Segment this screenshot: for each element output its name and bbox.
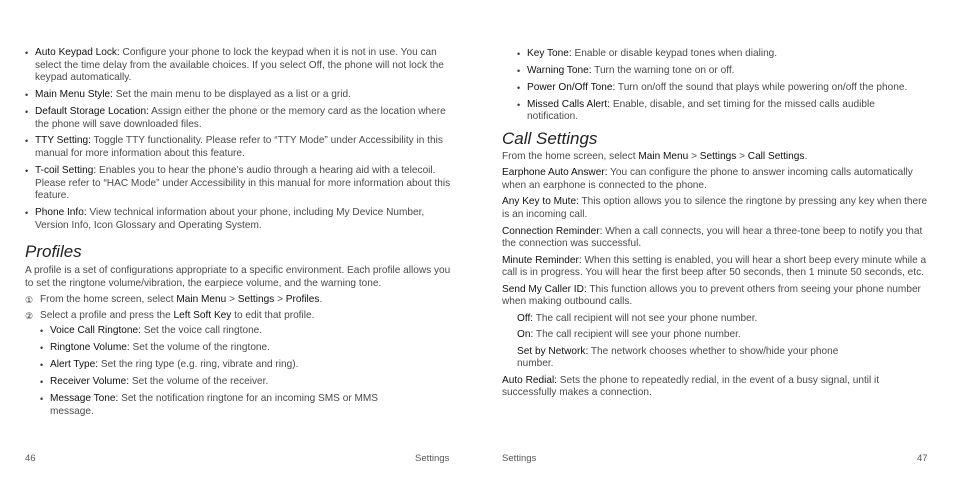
item-text: Set the voice call ringtone.	[140, 325, 263, 337]
list-item	[25, 47, 455, 85]
right-page-number: 47	[917, 453, 928, 464]
paragraph	[502, 226, 932, 251]
list-item	[25, 89, 455, 102]
item-text: The network chooses whether to show/hide your phone number.	[517, 345, 839, 370]
step-number: ②	[25, 310, 34, 321]
profile-options-list	[25, 325, 455, 418]
item-term: Power On/Off Tone:	[527, 81, 616, 93]
paragraph	[502, 196, 932, 221]
list-item	[25, 135, 455, 160]
left-soft-key-label: Left Soft Key	[173, 309, 232, 321]
item-term: Auto Redial:	[502, 374, 557, 386]
item-text: Turn on/off the sound that plays while powering on/off the phone.	[615, 81, 908, 93]
paragraph	[502, 167, 932, 192]
path-text: From the home screen, select	[502, 150, 639, 162]
item-text: Set the volume of the ringtone.	[129, 342, 270, 354]
path-separator: >	[736, 150, 748, 162]
menu-path-settings: Settings	[699, 150, 737, 162]
list-item	[517, 65, 932, 78]
item-term: Voice Call Ringtone:	[50, 325, 141, 337]
item-term: T-coil Setting:	[35, 164, 97, 176]
right-page	[502, 48, 932, 404]
menu-path-settings: Settings	[237, 294, 275, 306]
path-separator: >	[688, 150, 700, 162]
menu-path-profiles: Profiles	[285, 294, 320, 306]
paragraph	[502, 284, 932, 309]
paragraph	[502, 255, 932, 280]
step-1	[25, 294, 455, 307]
caller-id-option	[502, 346, 932, 371]
item-text: Enable or disable keypad tones when dialing.	[571, 48, 778, 59]
list-item	[25, 106, 455, 131]
right-footer-section: Settings	[502, 453, 537, 464]
caller-id-option	[502, 313, 932, 326]
list-item	[517, 99, 932, 124]
call-settings-path	[502, 151, 932, 164]
item-term: Connection Reminder:	[502, 225, 603, 237]
item-term: Earphone Auto Answer:	[502, 167, 608, 179]
step-text: Select a profile and press the	[40, 309, 174, 321]
step-number: ①	[25, 295, 34, 306]
item-term: Phone Info:	[35, 207, 87, 219]
settings-bullet-list	[25, 47, 455, 232]
item-term: Warning Tone:	[527, 64, 592, 76]
item-text: When a call connects, you will hear a three-tone beep to notify you that the connection was successful.	[502, 225, 923, 250]
path-separator: >	[274, 294, 286, 306]
path-end: .	[804, 150, 808, 162]
item-term: Key Tone:	[527, 48, 572, 59]
item-text: Sets the phone to repeatedly redial, in the event of a busy signal, until it successfully makes a connection.	[502, 374, 880, 399]
item-text: Toggle TTY functionality. Please refer to “TTY Mode” under Accessibility in this manual for more information about this feature.	[35, 135, 443, 160]
item-term: Set by Network:	[517, 345, 589, 357]
item-term: Ringtone Volume:	[50, 342, 130, 354]
list-item	[40, 359, 455, 372]
left-footer-section: Settings	[415, 453, 450, 464]
item-text: The call recipient will not see your phone number.	[533, 312, 758, 324]
profiles-heading: Profiles	[25, 242, 82, 262]
caller-id-option	[502, 329, 932, 342]
item-text: Set the notification ringtone for an incoming SMS or MMS message.	[50, 393, 379, 417]
list-item	[517, 82, 932, 95]
item-term: Any Key to Mute:	[502, 196, 579, 208]
path-separator: >	[226, 294, 238, 306]
item-term: Alert Type:	[50, 359, 99, 371]
step-end: .	[319, 294, 323, 306]
item-text: You can configure the phone to answer incoming calls automatically when an earphone is connected to the phone.	[502, 167, 913, 191]
profiles-intro: A profile is a set of configurations appropriate to a specific environment. Each profile allows you to set the ringtone volume/vibration, the earpiece volume, and the warning tone.	[25, 265, 451, 289]
menu-path-main-menu: Main Menu	[638, 150, 689, 162]
list-item	[40, 393, 455, 418]
item-term: TTY Setting:	[35, 135, 91, 147]
left-page	[25, 47, 455, 423]
item-text: This option allows you to silence the ringtone by pressing any key when there is an incoming call.	[502, 196, 928, 221]
list-item	[40, 342, 455, 355]
step-end: to edit that profile.	[231, 309, 315, 321]
item-text: Set the main menu to be displayed as a list or a grid.	[112, 89, 351, 101]
left-page-number: 46	[25, 453, 36, 464]
item-term: Send My Caller ID:	[502, 283, 587, 295]
item-text: Set the volume of the receiver.	[129, 376, 269, 388]
item-term: On:	[517, 329, 534, 341]
list-item	[517, 48, 932, 61]
item-term: Auto Keypad Lock:	[35, 47, 120, 58]
item-text: View technical information about your phone, including My Device Number, Version Info, Icon Glossary and Operating System.	[35, 207, 425, 231]
item-term: Receiver Volume:	[50, 376, 130, 388]
item-text: Set the ring type (e.g. ring, vibrate and ring).	[98, 359, 299, 371]
list-item	[40, 325, 455, 338]
item-text: Enables you to hear the phone’s audio through a hearing aid with a telecoil. Please refer to “HAC Mode” under Accessibility in this manual for more information about this feature.	[35, 164, 451, 202]
menu-path-main-menu: Main Menu	[176, 294, 227, 306]
sound-bullet-list	[502, 48, 932, 124]
step-text: From the home screen, select	[40, 294, 177, 306]
item-text: The call recipient will see your phone number.	[533, 329, 741, 341]
item-term: Minute Reminder:	[502, 254, 582, 266]
list-item	[40, 376, 455, 389]
item-term: Main Menu Style:	[35, 89, 113, 101]
item-text: This function allows you to prevent others from seeing your phone number when making outbound calls.	[502, 283, 921, 308]
list-item	[25, 165, 455, 203]
item-term: Off:	[517, 312, 534, 324]
item-term: Message Tone:	[50, 393, 119, 405]
item-term: Default Storage Location:	[35, 105, 149, 117]
item-term: Missed Calls Alert:	[527, 98, 611, 110]
item-text: Configure your phone to lock the keypad when it is not in use. You can select the time delay from the available choices. If you select Off, the phone will not lock the keypad automatically.	[35, 47, 444, 84]
item-text: Assign either the phone or the memory card as the location where the phone will save downloaded files.	[35, 105, 446, 130]
item-text: Enable, disable, and set timing for the missed calls audible notification.	[527, 98, 875, 123]
item-text: Turn the warning tone on or off.	[591, 64, 735, 76]
list-item	[25, 207, 455, 232]
call-settings-heading: Call Settings	[502, 128, 598, 148]
paragraph	[502, 375, 932, 400]
item-text: When this setting is enabled, you will hear a short beep every minute while a call is in progress. You will hear the first beep after 50 seconds, then 1 minute 50 seconds, etc.	[502, 254, 927, 279]
menu-path-call-settings: Call Settings	[747, 150, 805, 162]
step-2	[25, 310, 455, 323]
